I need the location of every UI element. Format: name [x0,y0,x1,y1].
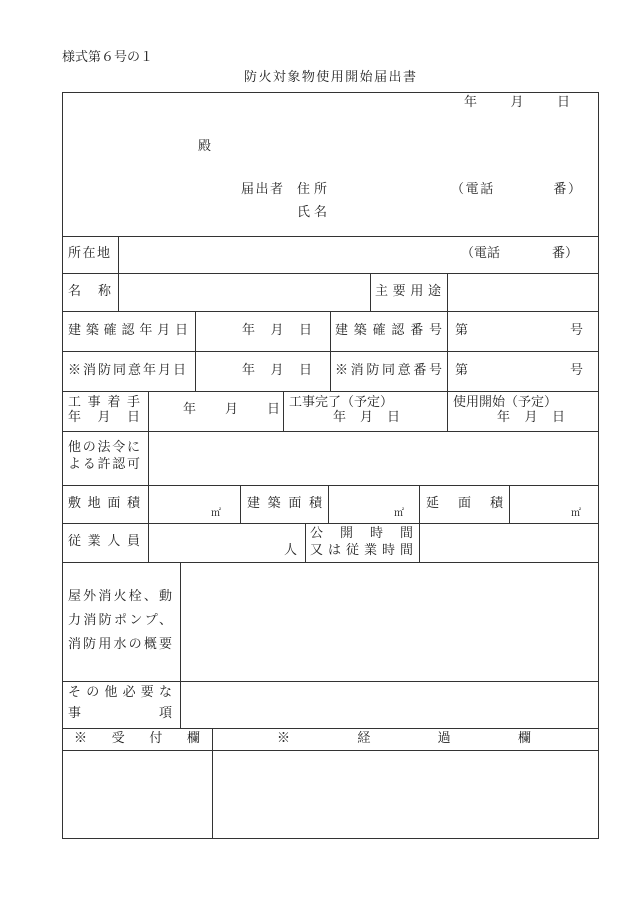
building-confirmation-date: 年 月 日 [242,323,312,338]
staff-label: 従業人員 [68,534,140,549]
fire-consent-date: 年 月 日 [242,363,312,378]
column-divider [447,273,448,431]
working-hours-label: 又は従業時間 [310,543,413,558]
use-start-label: 使用開始（予定） [453,395,558,410]
site-area-label: 敷地面積 [68,496,140,511]
column-divider [330,311,331,391]
table-left-border [62,92,63,839]
applicant-phone: （電話 番） [451,182,581,197]
name-label: 氏名 [297,205,327,220]
other-matters-label-line2: 事項 [68,706,172,721]
form-number: 様式第６号の１ [62,50,154,65]
submission-date: 年 月 日 [464,95,570,110]
addressee-suffix: 殿 [198,139,212,154]
column-divider [419,485,420,562]
fire-consent-number-prefix: 第 [455,363,469,378]
table-top-border [62,92,599,93]
building-confirmation-number-suffix: 号 [570,323,584,338]
fire-consent-number-label: ※消防同意番号 [335,363,442,378]
row-divider [62,750,599,751]
building-confirmation-number-label: 建築確認番号 [335,323,442,338]
reception-column-label: ※受付欄 [74,731,200,746]
total-floor-area-unit: ㎡ [571,508,581,519]
construction-completion-date: 年 月 日 [333,410,400,425]
other-matters-label-line1: その他必要な [68,685,172,700]
form-title: 防火対象物使用開始届出書 [244,70,416,85]
fire-consent-number-suffix: 号 [570,363,584,378]
opening-hours-label: 公開時間 [310,526,413,541]
row-divider [62,485,599,486]
fire-consent-date-label: ※消防同意年月日 [68,363,186,378]
row-divider [62,236,599,237]
address-label: 住所 [297,182,327,197]
fire-water-label-line3: 消防用水の概要 [68,637,172,652]
construction-start-date: 年 月 日 [183,402,280,417]
column-divider [328,485,329,523]
row-divider [62,681,599,682]
column-divider [305,523,306,562]
main-use-label: 主要用途 [375,284,441,299]
site-area-unit: ㎡ [211,508,221,519]
building-area-label: 建築面積 [247,496,322,511]
row-divider [62,431,599,432]
column-divider [283,391,284,431]
construction-start-label: 工事着手 [68,395,140,410]
building-confirmation-date-label: 建築確認年月日 [68,323,188,338]
location-label: 所在地 [68,246,110,261]
column-divider [180,562,181,728]
fire-water-label-line1: 屋外消火栓、動 [68,589,172,604]
column-divider [509,485,510,523]
use-start-date: 年 月 日 [497,410,565,425]
row-divider [62,523,599,524]
other-permits-label-line2: よる許認可 [68,457,140,472]
fire-water-label-line2: 力消防ポンプ、 [68,613,172,628]
row-divider [62,728,599,729]
progress-column-label: ※経過欄 [277,731,531,746]
staff-unit: 人 [284,543,298,558]
column-divider [195,311,196,391]
column-divider [212,728,213,838]
applicant-label: 届出者 [241,182,283,197]
total-floor-area-label: 延面積 [426,496,503,511]
building-confirmation-number-prefix: 第 [455,323,469,338]
column-divider [240,485,241,523]
row-divider [62,562,599,563]
row-divider [62,273,599,274]
construction-start-label-date: 年月日 [68,410,140,425]
building-area-unit: ㎡ [394,508,404,519]
row-divider [62,391,599,392]
column-divider [148,391,149,562]
construction-completion-label: 工事完了（予定） [289,395,394,410]
name-row-label: 名 称 [68,284,111,299]
column-divider [370,273,371,311]
location-phone: （電話 番） [461,246,579,261]
table-bottom-border [62,838,599,839]
other-permits-label-line1: 他の法令に [68,440,140,455]
table-right-border [598,92,599,839]
column-divider [118,236,119,311]
